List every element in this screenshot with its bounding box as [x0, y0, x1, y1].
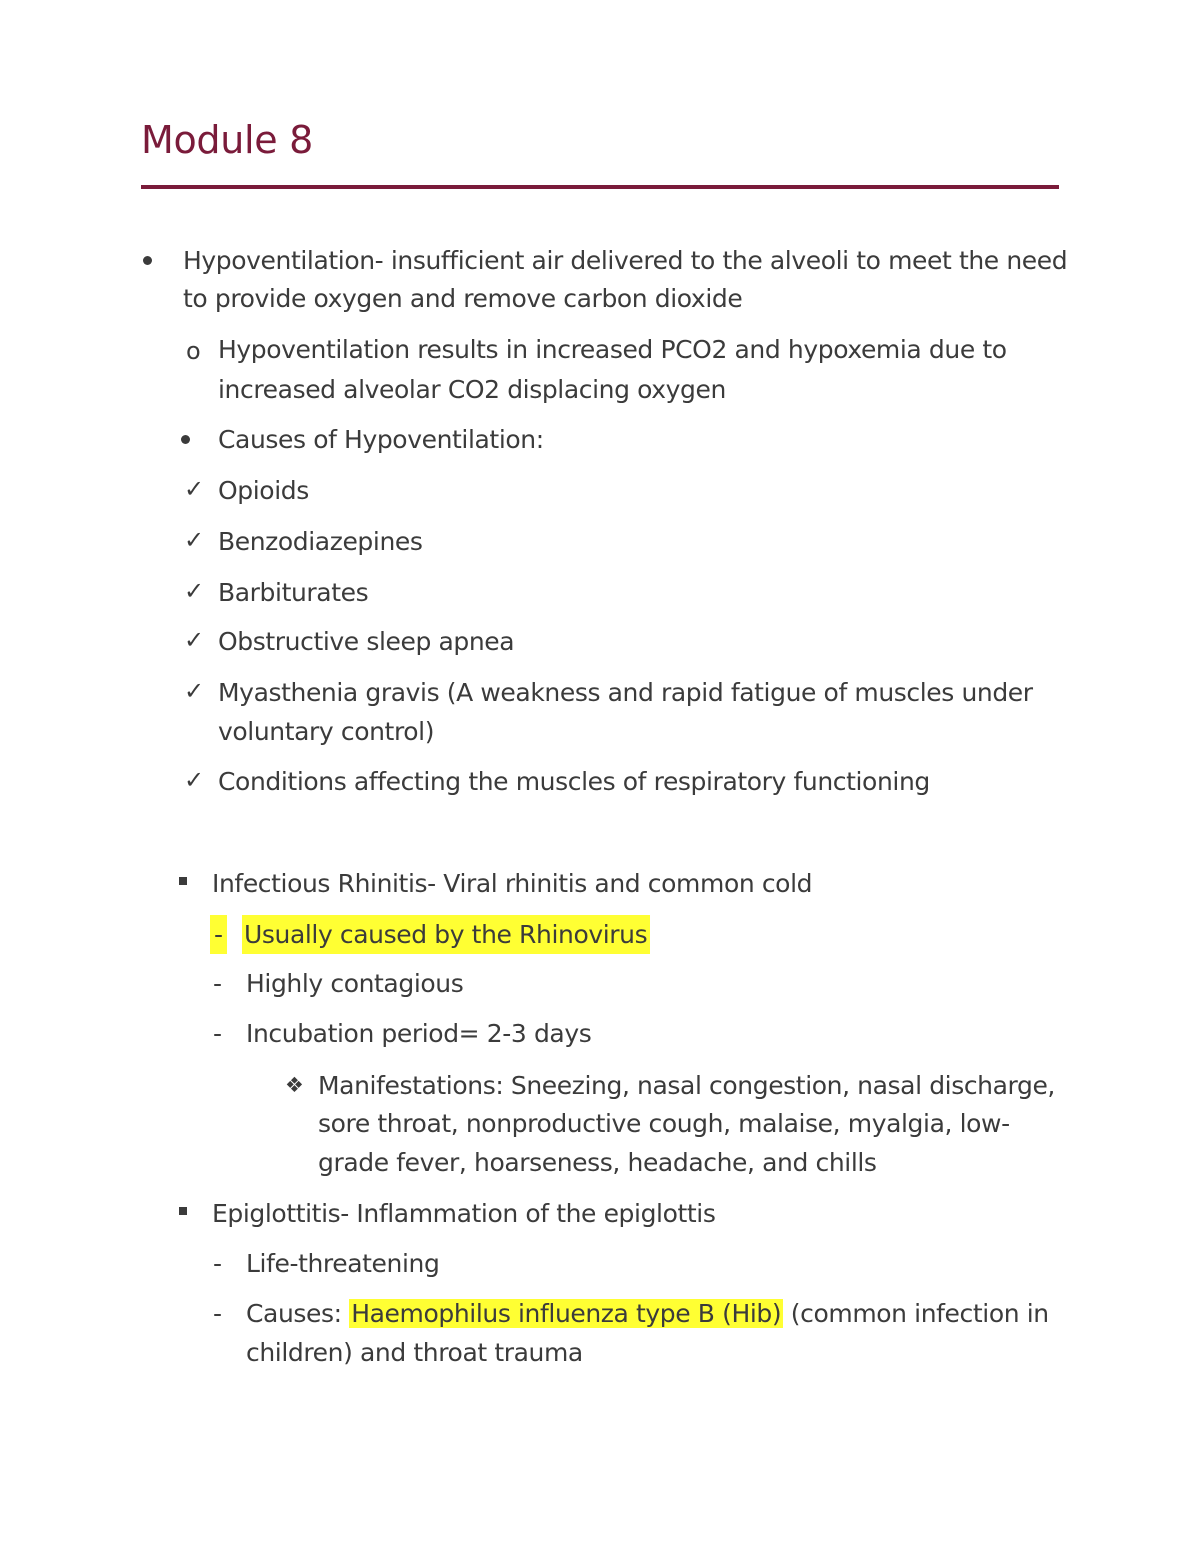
list-item-causes-heading: Causes of Hypoventilation:: [218, 425, 544, 454]
list-item-myasthenia-gravis-cont: voluntary control): [218, 717, 435, 746]
list-item-benzodiazepines: Benzodiazepines: [218, 527, 423, 556]
list-item-hypoventilation: Hypoventilation- insufficient air delivered to the alveoli to meet the need: [183, 246, 1068, 275]
list-item-manifestations-cont: sore throat, nonproductive cough, malaise, myalgia, low-: [318, 1109, 1010, 1138]
causes-label: Causes:: [246, 1299, 350, 1328]
dash-bullet-icon: -: [213, 1299, 222, 1328]
list-item-highly-contagious: Highly contagious: [246, 969, 464, 998]
list-item-epiglottitis-causes-cont: children) and throat trauma: [246, 1338, 583, 1367]
list-item-incubation-period: Incubation period= 2-3 days: [246, 1019, 592, 1048]
checkmark-icon: ✓: [184, 526, 205, 554]
list-item-life-threatening: Life-threatening: [246, 1249, 440, 1278]
checkmark-icon: ✓: [184, 626, 205, 654]
dash-bullet-icon: -: [210, 915, 227, 954]
checkmark-icon: ✓: [184, 577, 205, 605]
causes-tail: (common infection in: [783, 1299, 1049, 1328]
list-item-respiratory-muscles: Conditions affecting the muscles of respiratory functioning: [218, 767, 930, 796]
list-item-opioids: Opioids: [218, 476, 309, 505]
list-item-epiglottitis-causes: [246, 1294, 1049, 1333]
hib-highlight: Haemophilus influenza type B (Hib): [351, 1299, 782, 1328]
page-title: Module 8: [141, 118, 314, 162]
dash-bullet-icon: -: [213, 1019, 222, 1048]
list-item-rhinovirus: Usually caused by the Rhinovirus: [242, 915, 650, 954]
dash-bullet-icon: -: [213, 969, 222, 998]
dash-bullet-icon: -: [213, 1249, 222, 1278]
circle-bullet-icon: o: [186, 337, 201, 365]
bullet-dot-icon: [181, 435, 190, 444]
list-item-manifestations-cont2: grade fever, hoarseness, headache, and chills: [318, 1148, 877, 1177]
checkmark-icon: ✓: [184, 766, 205, 794]
checkmark-icon: ✓: [184, 677, 205, 705]
square-bullet-icon: [179, 877, 187, 885]
list-item-sleep-apnea: Obstructive sleep apnea: [218, 627, 515, 656]
list-item-infectious-rhinitis: Infectious Rhinitis- Viral rhinitis and common cold: [212, 869, 813, 898]
list-item-epiglottitis: Epiglottitis- Inflammation of the epiglottis: [212, 1199, 716, 1228]
square-bullet-icon: [179, 1207, 187, 1215]
list-item-manifestations: Manifestations: Sneezing, nasal congestion, nasal discharge,: [318, 1071, 1055, 1100]
list-item-barbiturates: Barbiturates: [218, 578, 369, 607]
title-rule: [141, 185, 1059, 189]
list-item-hypoventilation-results: Hypoventilation results in increased PCO2 and hypoxemia due to: [218, 335, 1007, 364]
diamond-bullet-icon: ❖: [285, 1073, 304, 1097]
list-item-hypoventilation-results-cont: increased alveolar CO2 displacing oxygen: [218, 375, 726, 404]
bullet-dot-icon: [143, 256, 152, 265]
checkmark-icon: ✓: [184, 475, 205, 503]
list-item-myasthenia-gravis: Myasthenia gravis (A weakness and rapid fatigue of muscles under: [218, 678, 1033, 707]
list-item-hypoventilation-cont: to provide oxygen and remove carbon dioxide: [183, 284, 743, 313]
